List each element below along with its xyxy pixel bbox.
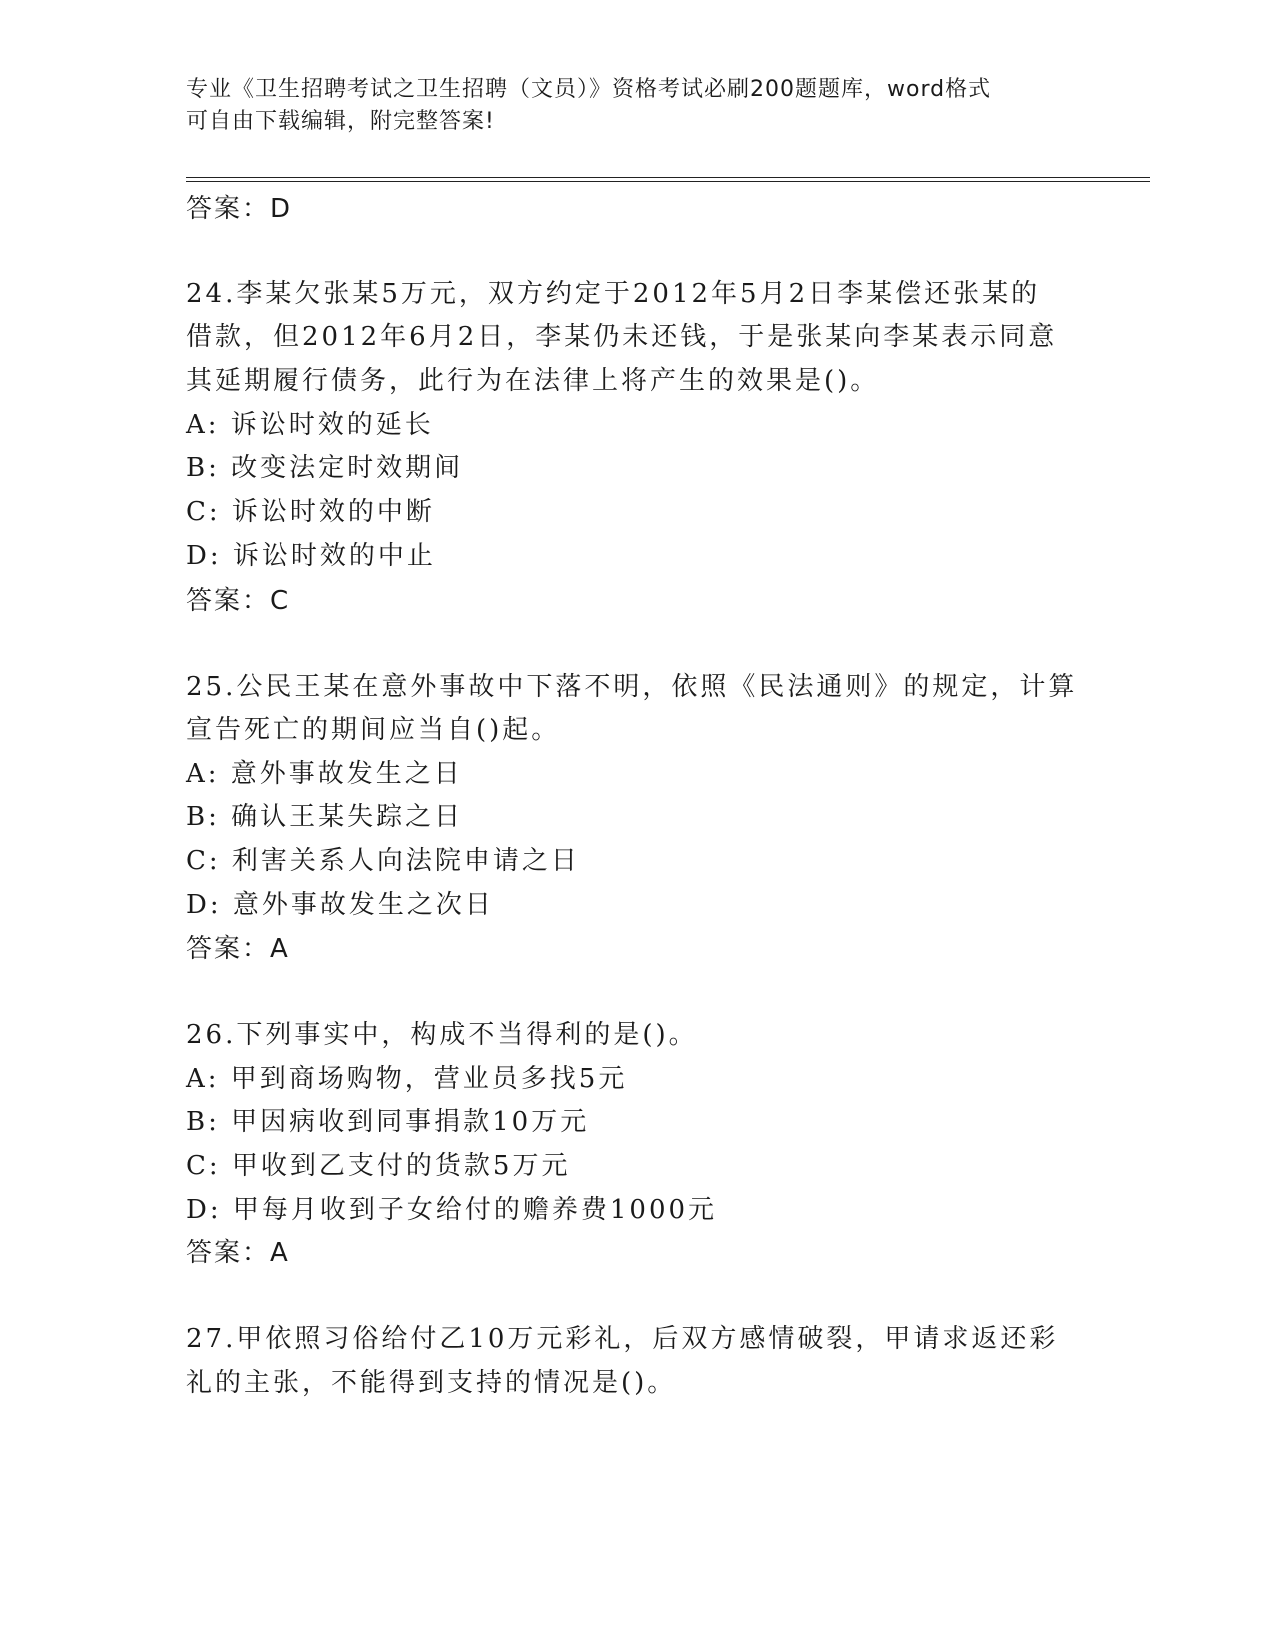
question-25-line-1: 25.公民王某在意外事故中下落不明，依照《民法通则》的规定，计算 [186,672,1078,702]
question-24-line-3: 其延期履行债务，此行为在法律上将产生的效果是()。 [186,366,880,396]
question-24-line-2: 借款，但2012年6月2日，李某仍未还钱，于是张某向李某表示同意 [186,322,1058,352]
question-26-line-1: 26.下列事实中，构成不当得利的是()。 [186,1020,698,1050]
question-24-option-d: D: 诉讼时效的中止 [186,541,436,571]
question-24-option-c: C: 诉讼时效的中断 [186,497,435,527]
header-line-1: 专业《卫生招聘考试之卫生招聘（文员）》资格考试必刷200题题库，word格式 [186,77,992,102]
answer-24: 答案：C [186,586,291,616]
question-27-line-2: 礼的主张，不能得到支持的情况是()。 [186,1368,677,1398]
question-25-option-b: B: 确认王某失踪之日 [186,802,464,832]
answer-25: 答案：A [186,934,290,964]
header-line-2: 可自由下载编辑，附完整答案! [186,109,495,134]
page-header [186,74,1086,138]
answer-23: 答案：D [186,194,293,224]
header-divider-bottom [186,181,1150,182]
header-divider-top [186,177,1150,178]
question-24-line-1: 24.李某欠张某5万元，双方约定于2012年5月2日李某偿还张某的 [186,279,1041,309]
question-26-option-b: B: 甲因病收到同事捐款10万元 [186,1107,590,1137]
question-25-option-c: C: 利害关系人向法院申请之日 [186,846,580,876]
question-26-option-a: A: 甲到商场购物，营业员多找5元 [186,1064,628,1094]
question-24-option-a: A: 诉讼时效的延长 [186,410,434,440]
answer-26: 答案：A [186,1238,290,1268]
question-25-line-2: 宣告死亡的期间应当自()起。 [186,715,561,745]
question-25-option-a: A: 意外事故发生之日 [186,759,463,789]
question-25-option-d: D: 意外事故发生之次日 [186,890,494,920]
question-26-option-d: D: 甲每月收到子女给付的赡养费1000元 [186,1195,718,1225]
question-24-option-b: B: 改变法定时效期间 [186,453,464,483]
question-27-line-1: 27.甲依照习俗给付乙10万元彩礼，后双方感情破裂，甲请求返还彩 [186,1324,1059,1354]
question-26-option-c: C: 甲收到乙支付的货款5万元 [186,1151,571,1181]
